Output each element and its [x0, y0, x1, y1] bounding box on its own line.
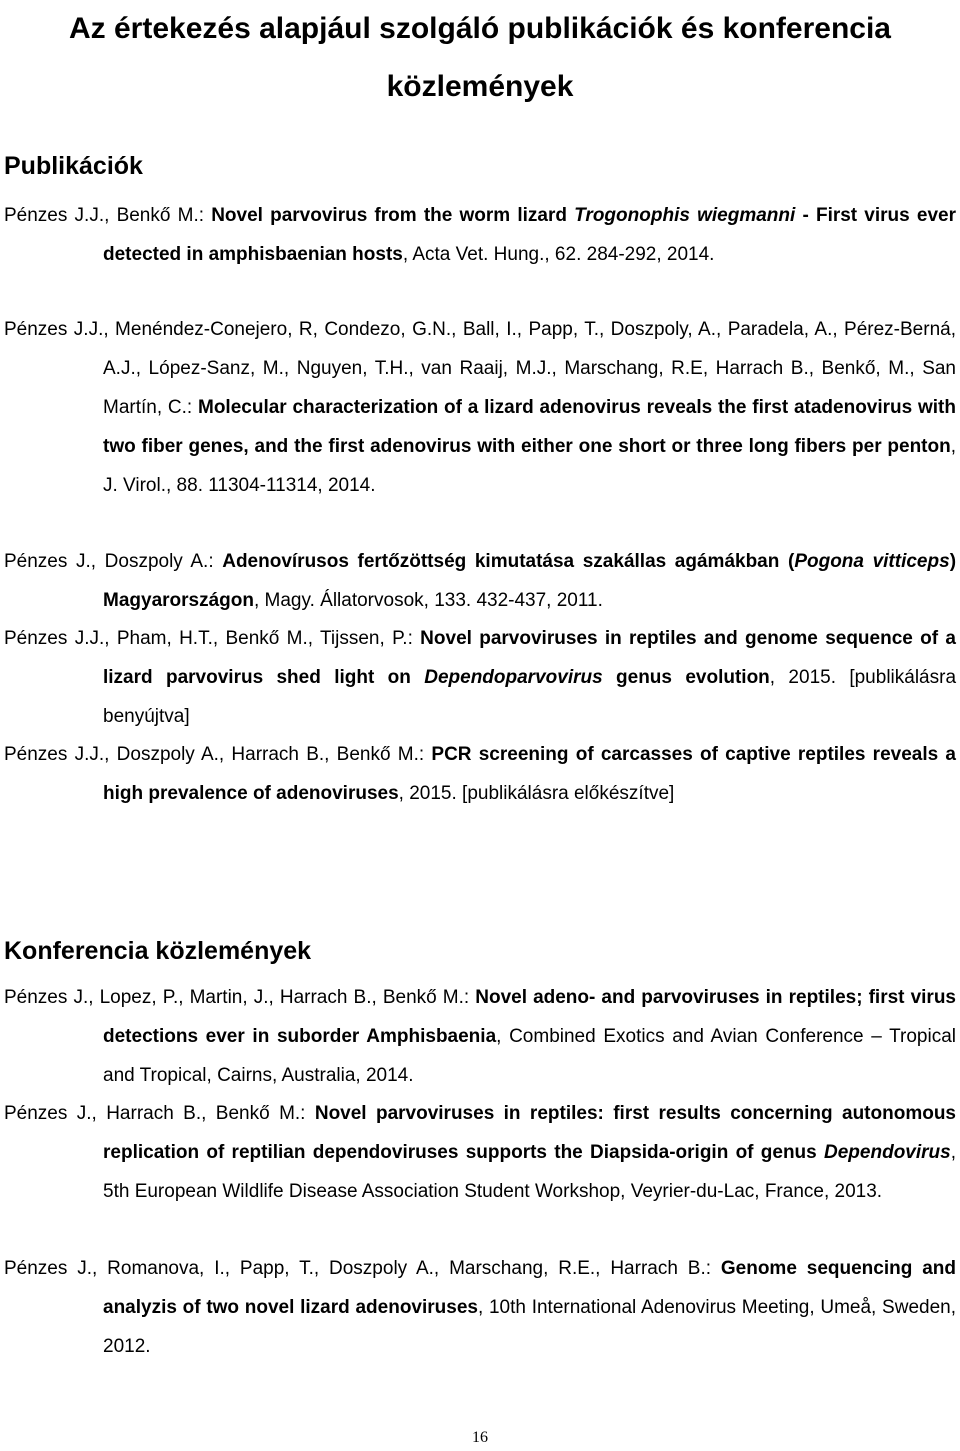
conference-entry-2 [4, 1094, 956, 1211]
entry-title: Genome sequencing and analyzis of two novel lizard adenoviruses [103, 1258, 956, 1318]
publication-entry-3 [4, 542, 956, 620]
entry-source: , 2015. [publikálásra benyújtva] [103, 667, 957, 727]
entry-title: PCR screening of carcasses of captive reptiles reveals a high prevalence of adenoviruses [103, 744, 956, 804]
publication-entry-1 [4, 196, 956, 274]
entry-source: , Acta Vet. Hung., 62. 284-292, 2014. [402, 244, 715, 265]
entry-source: , 2015. [publikálásra előkészítve] [398, 783, 675, 804]
entry-authors: Pénzes J., Lopez, P., Martin, J., Harrach B., Benkő M.: [4, 987, 476, 1008]
entry-title: Novel parvoviruses in reptiles and genome sequence of a lizard parvovirus shed light on Dependoparvovirus genus evolution [103, 628, 956, 688]
entry-source: , Combined Exotics and Avian Conference – Tropical and Tropical, Cairns, Australia, 2014. [103, 1026, 956, 1086]
entry-authors: Pénzes J., Doszpoly A.: [4, 551, 223, 572]
publications-heading: Publikációk [4, 152, 143, 180]
document-title-line-1: Az értekezés alapjául szolgáló publikációk és konferencia [69, 12, 891, 45]
entry-authors: Pénzes J., Harrach B., Benkő M.: [4, 1103, 315, 1124]
publication-entry-2 [4, 310, 956, 505]
conferences-heading: Konferencia közlemények [4, 937, 312, 965]
entry-source: , Magy. Állatorvosok, 133. 432-437, 2011. [253, 590, 603, 611]
entry-title: Adenovírusos fertőzöttség kimutatása szakállas agámákban (Pogona vitticeps) Magyarországon [103, 551, 957, 611]
entry-authors: Pénzes J.J., Doszpoly A., Harrach B., Benkő M.: [4, 744, 432, 765]
entry-title: Novel adeno- and parvoviruses in reptiles; first virus detections ever in suborder Amphisbaenia [103, 987, 956, 1047]
conference-entry-1 [4, 978, 956, 1095]
entry-authors: Pénzes J.J., Menéndez-Conejero, R, Condezo, G.N., Ball, I., Papp, T., Doszpoly, A., Paradela, A., Pérez-Berná, A.J., López-Sanz, M., Nguyen, T.H., van Raaij, M.J., Marschang, R.E, Harrach B., Benkő, M., San Martín, C.: [4, 319, 956, 418]
page-number: 16 [472, 1429, 488, 1446]
entry-source: , 10th International Adenovirus Meeting, Umeå, Sweden, 2012. [103, 1297, 956, 1357]
entry-authors: Pénzes J.J., Pham, H.T., Benkő M., Tijssen, P.: [4, 628, 421, 649]
entry-authors: Pénzes J.J., Benkő M.: [4, 205, 212, 226]
entry-source: , 5th European Wildlife Disease Association Student Workshop, Veyrier-du-Lac, France, 2013. [103, 1142, 956, 1202]
entry-title: Molecular characterization of a lizard adenovirus reveals the first atadenovirus with two fiber genes, and the first adenovirus with either one short or three long fibers per penton [103, 397, 956, 457]
entry-title: Novel parvovirus from the worm lizard Trogonophis wiegmanni - First virus ever detected in amphisbaenian hosts [103, 205, 956, 265]
entry-source: , J. Virol., 88. 11304-11314, 2014. [103, 436, 956, 496]
publication-entry-5 [4, 735, 956, 813]
entry-authors: Pénzes J., Romanova, I., Papp, T., Doszpoly A., Marschang, R.E., Harrach B.: [4, 1258, 721, 1279]
document-title-line-2: közlemények [386, 70, 574, 103]
entry-title: Novel parvoviruses in reptiles: first results concerning autonomous replication of reptilian dependoviruses supports the Diapsida-origin of genus Dependovirus [103, 1103, 956, 1163]
publication-entry-4 [4, 619, 956, 736]
document-title [0, 0, 960, 116]
conference-entry-3 [4, 1249, 956, 1366]
